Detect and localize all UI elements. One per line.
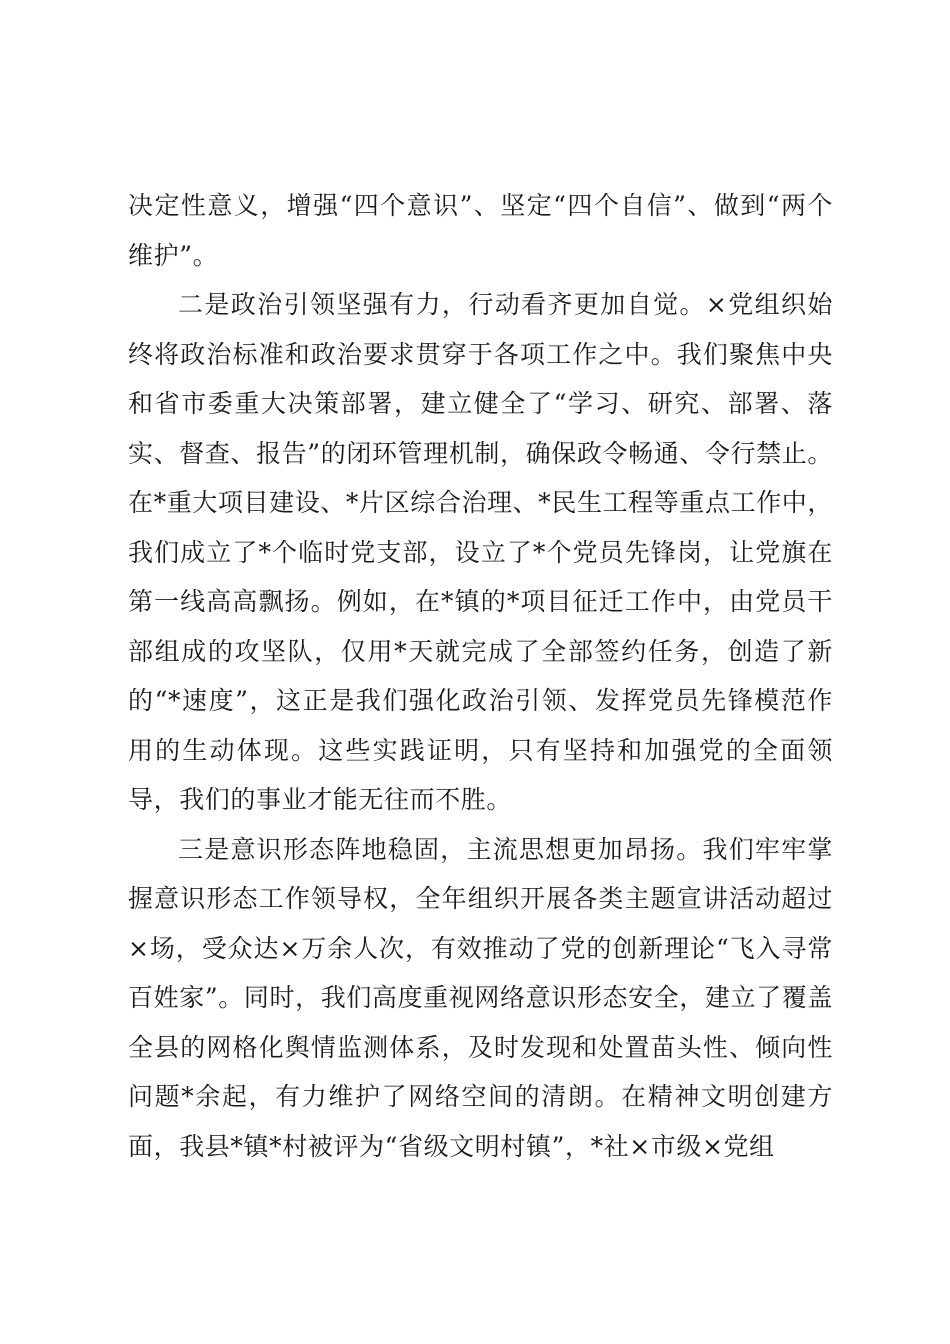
paragraph-3: 三是意识形态阵地稳固，主流思想更加昂扬。我们牢牢掌握意识形态工作领导权，全年组织开展各类主题宣讲活动超过×场，受众达×万余人次，有效推动了党的创新理论“飞入寻常百姓家”。同时，我们高度重视网络意识形态安全，建立了覆盖全县的网格化舆情监测体系，及时发现和处置苗头性、倾向性问题*余起，有力维护了网络空间的清朗。在精神文明创建方面，我县*镇*村被评为“省级文明村镇”，*社×市级×党组 bbox=[128, 834, 833, 1161]
paragraph-1: 决定性意义，增强“四个意识”、坚定“四个自信”、做到“两个维护”。 bbox=[128, 191, 833, 270]
paragraph-2: 二是政治引领坚强有力，行动看齐更加自觉。×党组织始终将政治标准和政治要求贯穿于各项工作之中。我们聚焦中央和省市委重大决策部署，建立健全了“学习、研究、部署、落实、督查、报告”的闭环管理机制，确保政令畅通、令行禁止。在*重大项目建设、*片区综合治理、*民生工程等重点工作中，我们成立了*个临时党支部，设立了*个党员先锋岗，让党旗在第一线高高飘扬。例如，在*镇的*项目征迁工作中，由党员干部组成的攻坚队，仅用*天就完成了全部签约任务，创造了新的“*速度”，这正是我们强化政治引领、发挥党员先锋模范作用的生动体现。这些实践证明，只有坚持和加强党的全面领导，我们的事业才能无往而不胜。 bbox=[128, 290, 833, 814]
document-body bbox=[128, 181, 833, 1171]
